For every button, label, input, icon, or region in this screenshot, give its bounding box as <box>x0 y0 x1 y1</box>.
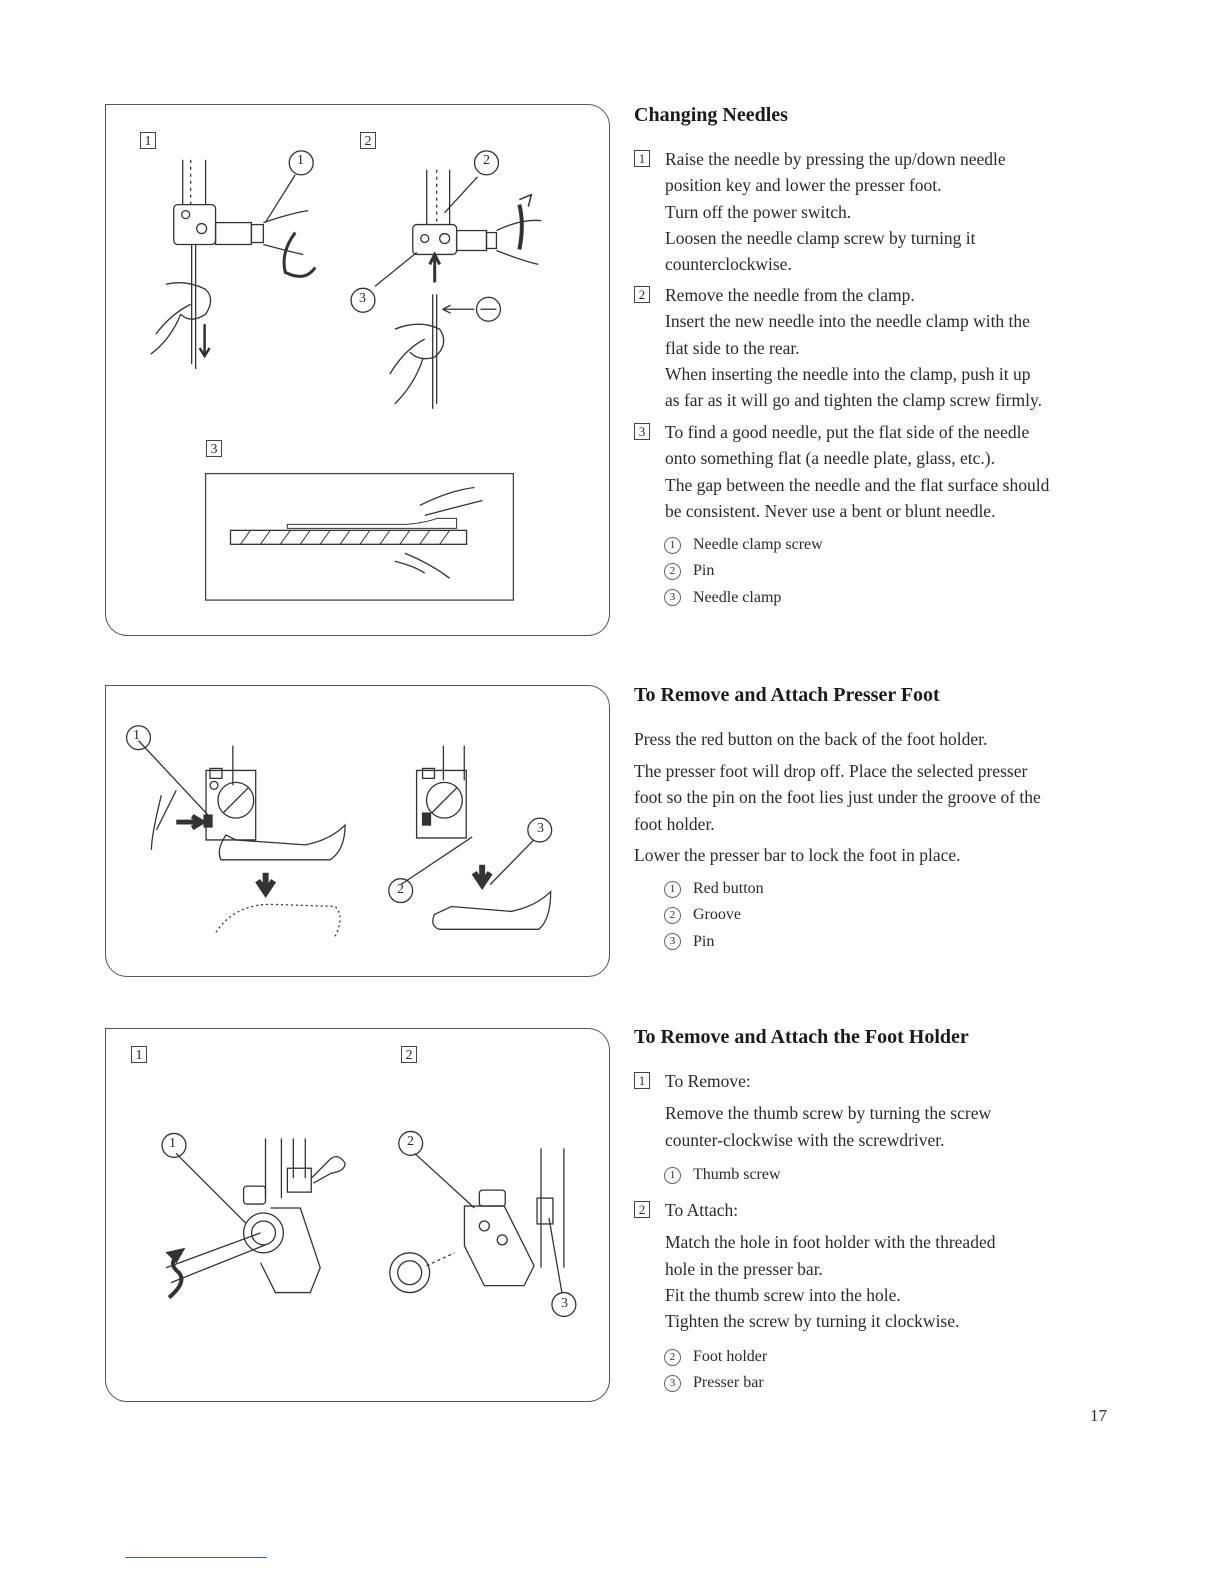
callout-1: 1 <box>133 728 140 743</box>
figure-label-2: 2 <box>401 1046 417 1063</box>
legend-attach <box>664 1344 767 1397</box>
step-line: Raise the needle by pressing the up/down needle <box>665 149 1006 169</box>
figure-label-3: 3 <box>206 440 222 457</box>
legend-label: Red button <box>693 880 764 897</box>
figure-changing-needles <box>105 104 610 636</box>
paragraph <box>634 842 1114 868</box>
legend-number: 2 <box>664 907 681 924</box>
legend-number: 3 <box>664 933 681 950</box>
legend-changing-needles <box>664 532 823 611</box>
step-line: Remove the thumb screw by turning the screw <box>665 1103 992 1124</box>
step-line: counterclockwise. <box>665 254 792 275</box>
paragraph <box>634 726 1114 752</box>
paragraph-line: The presser foot will drop off. Place the selected presser <box>634 761 1028 781</box>
step-title: To Remove: <box>665 1071 751 1091</box>
step-line: onto something flat (a needle plate, glass, etc.). <box>665 448 995 469</box>
legend-item <box>664 1370 767 1396</box>
presser-foot-illustration <box>106 686 609 976</box>
legend-number: 1 <box>664 881 681 898</box>
step-number: 1 <box>634 150 650 167</box>
page-number: 17 <box>1090 1406 1107 1425</box>
step-line: Turn off the power switch. <box>665 201 852 222</box>
legend-label: Groove <box>693 906 741 924</box>
step-number: 2 <box>634 1201 650 1218</box>
step-line: Fit the thumb screw into the hole. <box>665 1284 901 1305</box>
legend-label: Needle clamp screw <box>693 536 823 553</box>
paragraph <box>634 758 1114 837</box>
needle-change-illustration <box>106 105 609 635</box>
legend-label: Pin <box>693 562 715 580</box>
step-1 <box>634 146 1114 277</box>
step-line: be consistent. Never use a bent or blunt needle. <box>665 500 996 521</box>
legend-item <box>664 558 823 584</box>
step-line: Loosen the needle clamp screw by turning it <box>665 227 976 248</box>
step-line: To find a good needle, put the flat side of the needle <box>665 422 1030 442</box>
legend-label: Needle clamp <box>693 588 782 606</box>
step-2 <box>634 282 1114 413</box>
paragraph-line: Lower the presser bar to lock the foot in place. <box>634 845 961 865</box>
callout-2: 2 <box>483 153 490 168</box>
section-title-changing-needles: Changing Needles <box>634 104 788 126</box>
step-2-attach <box>634 1197 1114 1334</box>
legend-label: Thumb screw <box>693 1166 781 1183</box>
legend-number: 3 <box>664 589 681 606</box>
legend-item <box>664 1162 781 1188</box>
legend-number: 1 <box>664 537 681 554</box>
step-line: position key and lower the presser foot. <box>665 175 942 196</box>
legend-item <box>664 876 764 902</box>
legend-remove <box>664 1162 781 1188</box>
callout-3: 3 <box>537 821 544 836</box>
legend-number: 2 <box>664 1349 681 1366</box>
step-line: Match the hole in foot holder with the threaded <box>665 1232 996 1253</box>
figure-label-2: 2 <box>360 132 376 149</box>
paragraph-line: Press the red button on the back of the foot holder. <box>634 729 988 749</box>
legend-item <box>664 902 764 928</box>
callout-3: 3 <box>359 291 366 306</box>
legend-presser-foot <box>664 876 764 955</box>
legend-number: 2 <box>664 563 681 580</box>
step-number: 1 <box>634 1072 650 1089</box>
paragraph-line: foot so the pin on the foot lies just under the groove of the <box>634 787 1041 808</box>
step-line: When inserting the needle into the clamp, push it up <box>665 363 1031 384</box>
step-1-remove <box>634 1068 1114 1153</box>
callout-1: 1 <box>169 1136 176 1151</box>
step-line: Insert the new needle into the needle clamp with the <box>665 311 1030 332</box>
paragraph-line: foot holder. <box>634 813 715 834</box>
legend-item <box>664 532 823 558</box>
legend-item <box>664 585 823 611</box>
step-number: 2 <box>634 286 650 303</box>
step-line: as far as it will go and tighten the clamp screw firmly. <box>665 390 1042 411</box>
legend-item <box>664 929 764 955</box>
foot-holder-illustration <box>106 1029 609 1401</box>
step-3 <box>634 419 1114 524</box>
figure-label-1: 1 <box>131 1046 147 1063</box>
legend-number: 1 <box>664 1167 681 1184</box>
figure-presser-foot <box>105 685 610 977</box>
callout-2: 2 <box>407 1134 414 1149</box>
callout-1: 1 <box>297 153 304 168</box>
step-line: flat side to the rear. <box>665 337 800 358</box>
legend-label: Pin <box>693 932 715 950</box>
step-line: Tighten the screw by turning it clockwise. <box>665 1311 960 1332</box>
step-line: Remove the needle from the clamp. <box>665 285 915 305</box>
legend-item <box>664 1344 767 1370</box>
callout-2: 2 <box>397 882 404 897</box>
legend-number: 3 <box>664 1375 681 1392</box>
section-title-foot-holder: To Remove and Attach the Foot Holder <box>634 1026 969 1048</box>
footer-divider <box>125 1557 267 1558</box>
legend-label: Presser bar <box>693 1374 764 1392</box>
step-line: counter-clockwise with the screwdriver. <box>665 1129 945 1150</box>
step-line: hole in the presser bar. <box>665 1258 823 1279</box>
step-title: To Attach: <box>665 1200 739 1220</box>
figure-foot-holder <box>105 1028 610 1402</box>
figure-label-1: 1 <box>140 132 156 149</box>
section-title-presser-foot: To Remove and Attach Presser Foot <box>634 684 940 706</box>
step-line: The gap between the needle and the flat surface should <box>665 474 1050 495</box>
callout-3: 3 <box>561 1296 568 1311</box>
legend-label: Foot holder <box>693 1348 768 1365</box>
step-number: 3 <box>634 423 650 440</box>
